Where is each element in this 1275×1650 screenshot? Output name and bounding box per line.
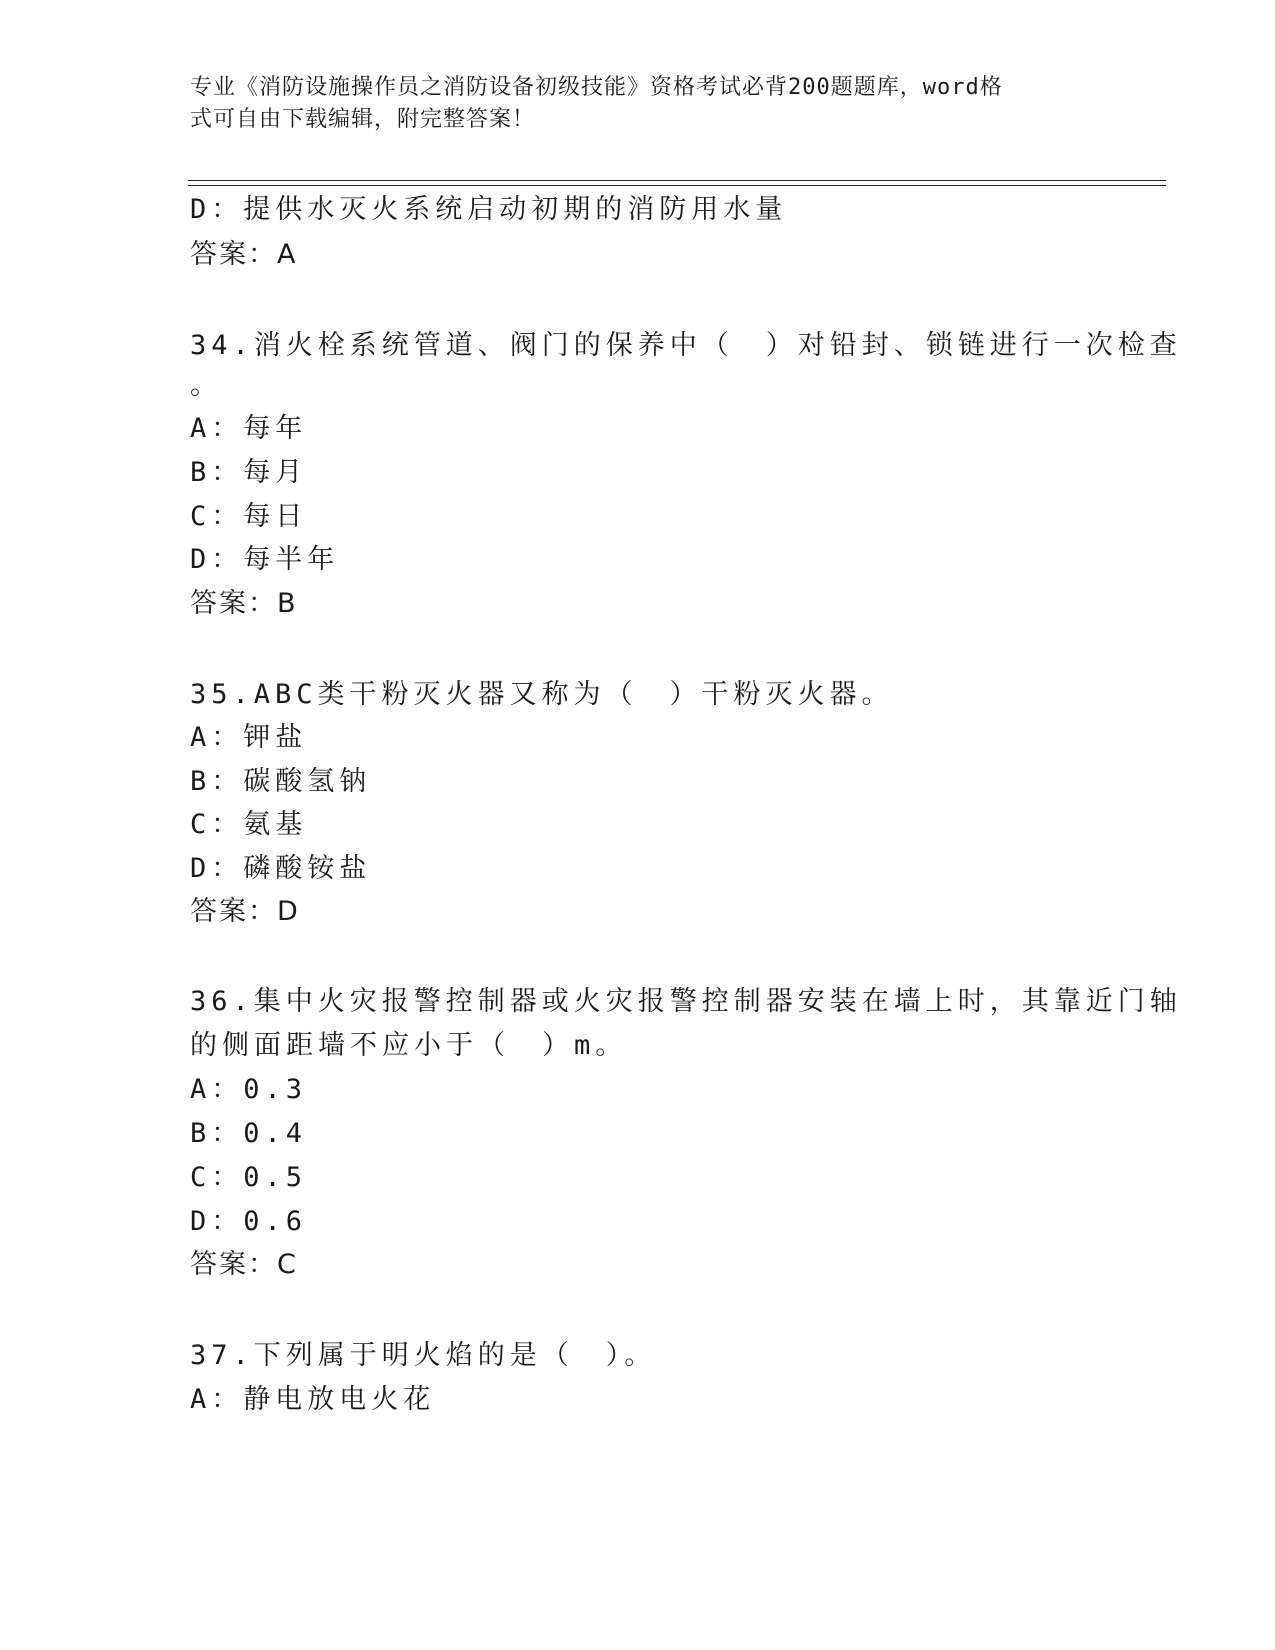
question-34-stem-line-1: 34.消火栓系统管道、阀门的保养中（ ）对铅封、锁链进行一次检查 [190, 330, 1182, 361]
question-35-stem: 35.ABC类干粉灭火器又称为（ ）干粉灭火器。 [190, 679, 894, 710]
question-36-option-b: B：0.4 [190, 1118, 308, 1149]
question-36-option-c: C：0.5 [190, 1162, 308, 1193]
header-line-2: 式可自由下载编辑，附完整答案！ [190, 107, 536, 132]
question-35-option-b: B：碳酸氢钠 [190, 766, 372, 797]
question-34-option-a: A：每年 [190, 413, 308, 444]
question-35-option-a: A：钾盐 [190, 722, 308, 753]
header-line-1: 专业《消防设施操作员之消防设备初级技能》资格考试必背200题题库，word格 [190, 75, 1003, 100]
question-37-option-a: A：静电放电火花 [190, 1384, 436, 1415]
question-34-answer: 答案：B [190, 588, 298, 619]
prev-option-d: D：提供水灭火系统启动初期的消防用水量 [190, 194, 788, 225]
question-36-stem-line-2: 的侧面距墙不应小于（ ）m。 [190, 1030, 628, 1061]
question-34-option-d: D：每半年 [190, 544, 340, 575]
question-34-stem-line-2: 。 [190, 370, 222, 401]
question-36-option-d: D：0.6 [190, 1206, 308, 1237]
question-35-option-c: C：氨基 [190, 809, 308, 840]
header-divider-bottom [188, 185, 1166, 186]
question-34-option-b: B：每月 [190, 457, 308, 488]
question-35-answer: 答案：D [190, 896, 300, 927]
page-header [190, 72, 1070, 136]
question-36-stem-line-1: 36.集中火灾报警控制器或火灾报警控制器安装在墙上时，其靠近门轴 [190, 986, 1182, 1017]
header-divider-top [188, 180, 1166, 181]
question-36-option-a: A：0.3 [190, 1074, 308, 1105]
prev-answer: 答案：A [190, 239, 298, 270]
question-37-stem: 37.下列属于明火焰的是（ ）。 [190, 1340, 657, 1371]
question-34-option-c: C：每日 [190, 501, 308, 532]
question-35-option-d: D：磷酸铵盐 [190, 853, 372, 884]
question-36-answer: 答案：C [190, 1249, 298, 1280]
